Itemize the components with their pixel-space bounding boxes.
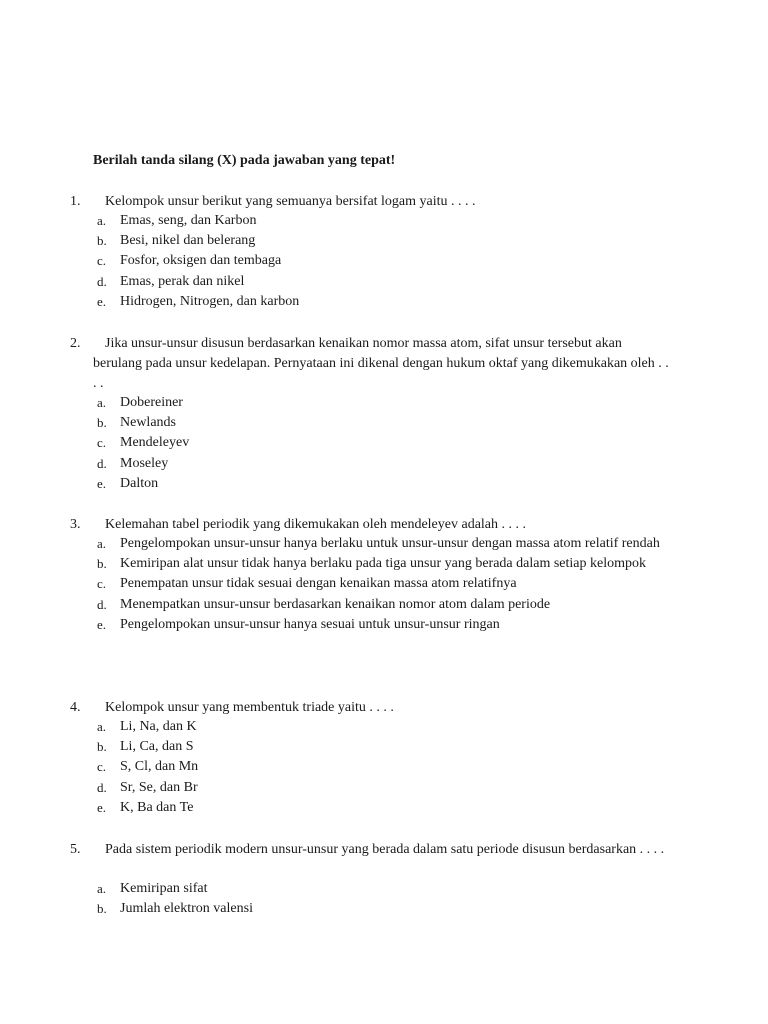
option-letter: d. xyxy=(97,273,107,289)
option-letter: d. xyxy=(97,596,107,612)
option-a[interactable] xyxy=(0,879,768,899)
option-a[interactable] xyxy=(0,211,768,231)
option-letter: c. xyxy=(97,759,107,775)
option-text: Jumlah elektron valensi xyxy=(120,901,253,917)
option-letter: b. xyxy=(97,556,107,572)
option-letter: e. xyxy=(97,616,107,632)
option-text: K, Ba dan Te xyxy=(120,799,194,815)
option-d[interactable] xyxy=(0,595,768,615)
option-d[interactable] xyxy=(0,778,768,798)
option-text: Mendeleyev xyxy=(120,435,190,451)
option-d[interactable] xyxy=(0,272,768,292)
question-text: Kelemahan tabel periodik yang dikemukakan oleh mendeleyev adalah . . . . xyxy=(105,517,527,532)
question-number: 3. xyxy=(70,517,81,532)
question-text: Jika unsur-unsur disusun berdasarkan kenaikan nomor massa atom, sifat unsur tersebut akan berulang pada unsur kedelapan. Pernyataan ini dikenal dengan hukum oktaf yang dikemukakan oleh . . . . xyxy=(93,336,669,392)
option-e[interactable] xyxy=(0,798,768,818)
option-text: Penempatan unsur tidak sesuai dengan kenaikan massa atom relatifnya xyxy=(120,576,517,592)
question-text: Pada sistem periodik modern unsur-unsur yang berada dalam satu periode disusun berdasarkan . . . . xyxy=(105,842,665,857)
question-number: 1. xyxy=(70,194,81,209)
option-letter: b. xyxy=(97,233,107,249)
option-e[interactable] xyxy=(0,292,768,312)
option-letter: b. xyxy=(97,901,107,917)
option-b[interactable] xyxy=(0,737,768,757)
option-letter: d. xyxy=(97,455,107,471)
question-number: 5. xyxy=(70,842,81,857)
option-c[interactable] xyxy=(0,757,768,777)
option-letter: e. xyxy=(97,799,107,815)
option-text: Moseley xyxy=(120,455,169,471)
option-c[interactable] xyxy=(0,251,768,271)
question-text: Kelompok unsur yang membentuk triade yaitu . . . . xyxy=(105,700,394,715)
option-letter: b. xyxy=(97,739,107,755)
option-list xyxy=(0,717,768,818)
option-list xyxy=(0,534,768,635)
option-letter: a. xyxy=(97,719,107,734)
option-text: Besi, nikel dan belerang xyxy=(120,233,256,249)
option-text: Dobereiner xyxy=(120,395,183,410)
question-number: 4. xyxy=(70,700,81,715)
option-letter: a. xyxy=(97,536,107,551)
option-text: Kemiripan alat unsur tidak hanya berlaku pada tiga unsur yang berada dalam setiap kelompok xyxy=(120,556,646,572)
option-letter: b. xyxy=(97,415,107,431)
option-text: Newlands xyxy=(120,415,176,431)
option-text: Fosfor, oksigen dan tembaga xyxy=(120,253,282,269)
option-letter: d. xyxy=(97,779,107,795)
option-text: Pengelompokan unsur-unsur hanya sesuai untuk unsur-unsur ringan xyxy=(120,616,500,632)
option-letter: a. xyxy=(97,213,107,228)
option-text: Emas, seng, dan Karbon xyxy=(120,213,257,228)
option-text: Menempatkan unsur-unsur berdasarkan kenaikan nomor atom dalam periode xyxy=(120,596,551,612)
question-number: 2. xyxy=(70,336,81,351)
option-b[interactable] xyxy=(0,899,768,919)
option-letter: c. xyxy=(97,576,107,592)
option-text: Sr, Se, dan Br xyxy=(120,779,198,795)
option-c[interactable] xyxy=(0,433,768,453)
option-b[interactable] xyxy=(0,413,768,433)
option-text: Emas, perak dan nikel xyxy=(120,273,245,289)
option-list xyxy=(0,211,768,312)
option-a[interactable] xyxy=(0,717,768,737)
option-text: Hidrogen, Nitrogen, dan karbon xyxy=(120,293,300,309)
option-text: Pengelompokan unsur-unsur hanya berlaku untuk unsur-unsur dengan massa atom relatif rendah xyxy=(120,536,660,551)
instruction-heading: Berilah tanda silang (X) pada jawaban yang tepat! xyxy=(93,153,396,168)
option-letter: c. xyxy=(97,435,107,451)
option-text: Kemiripan sifat xyxy=(120,881,208,896)
option-e[interactable] xyxy=(0,615,768,635)
option-letter: e. xyxy=(97,293,107,309)
option-letter: a. xyxy=(97,395,107,410)
option-list xyxy=(0,879,768,919)
option-letter: e. xyxy=(97,475,107,491)
option-text: Li, Ca, dan S xyxy=(120,739,194,755)
option-c[interactable] xyxy=(0,574,768,594)
option-a[interactable] xyxy=(0,534,768,554)
question-text: Kelompok unsur berikut yang semuanya bersifat logam yaitu . . . . xyxy=(105,194,476,209)
option-text: Dalton xyxy=(120,475,159,491)
option-text: Li, Na, dan K xyxy=(120,719,197,734)
option-b[interactable] xyxy=(0,554,768,574)
option-list xyxy=(0,393,768,494)
option-e[interactable] xyxy=(0,474,768,494)
option-text: S, Cl, dan Mn xyxy=(120,759,199,775)
option-letter: c. xyxy=(97,253,107,269)
option-letter: a. xyxy=(97,881,107,896)
option-d[interactable] xyxy=(0,454,768,474)
option-b[interactable] xyxy=(0,231,768,251)
option-a[interactable] xyxy=(0,393,768,413)
